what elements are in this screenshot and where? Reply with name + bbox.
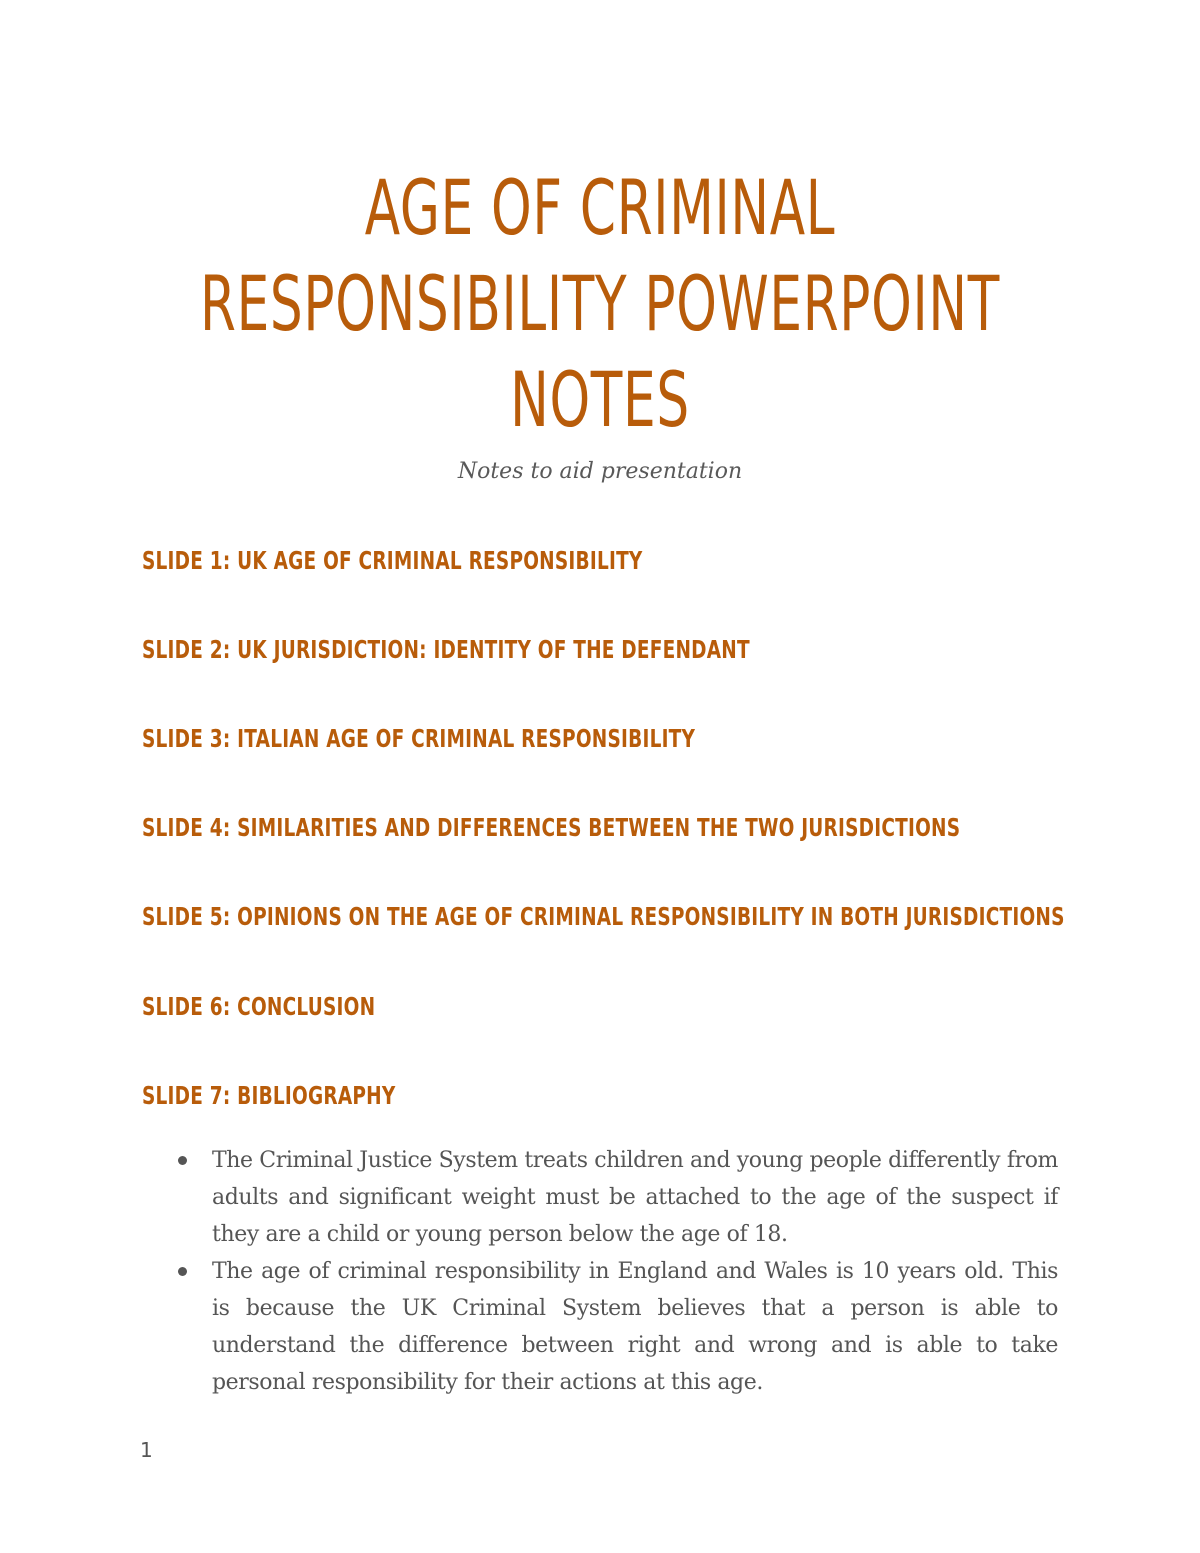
slide-4-heading: SLIDE 4: SIMILARITIES AND DIFFERENCES BETWEEN THE TWO JURISDICTIONS (142, 813, 961, 842)
slide-6-heading: SLIDE 6: CONCLUSION (142, 992, 376, 1021)
slide-3-heading: SLIDE 3: ITALIAN AGE OF CRIMINAL RESPONSIBILITY (142, 724, 696, 753)
slide-5-heading: SLIDE 5: OPINIONS ON THE AGE OF CRIMINAL RESPONSIBILITY IN BOTH JURISDICTIONS (142, 902, 1065, 931)
slide-7-heading: SLIDE 7: BIBLIOGRAPHY (142, 1081, 396, 1110)
list-item (142, 1253, 1058, 1401)
list-item-text: The Criminal Justice System treats children and young people differently from adults and significant weight must be attached to the age of the suspect if they are a child or young person below the age of 18. (212, 1148, 1058, 1247)
bibliography-bullet-list (142, 1142, 1058, 1401)
list-item-text: The age of criminal responsibility in England and Wales is 10 years old. This is because the UK Criminal System believes that a person is able to understand the difference between right and wrong and is able to take personal responsibility for their actions at this age. (212, 1259, 1058, 1395)
document-title (192, 160, 1008, 448)
slide-2-heading: SLIDE 2: UK JURISDICTION: IDENTITY OF THE DEFENDANT (142, 635, 750, 664)
bullet-icon (178, 1156, 187, 1165)
document-title-line-1: AGE OF CRIMINAL (364, 163, 836, 252)
document-subtitle: Notes to aid presentation (457, 459, 743, 484)
document-title-line-2: RESPONSIBILITY POWERPOINT (199, 259, 1001, 348)
slide-1-heading: SLIDE 1: UK AGE OF CRIMINAL RESPONSIBILITY (142, 546, 643, 575)
document-title-line-3: NOTES (510, 355, 690, 444)
bullet-icon (178, 1267, 187, 1276)
page-number: 1 (140, 1438, 153, 1462)
list-item (142, 1142, 1058, 1253)
